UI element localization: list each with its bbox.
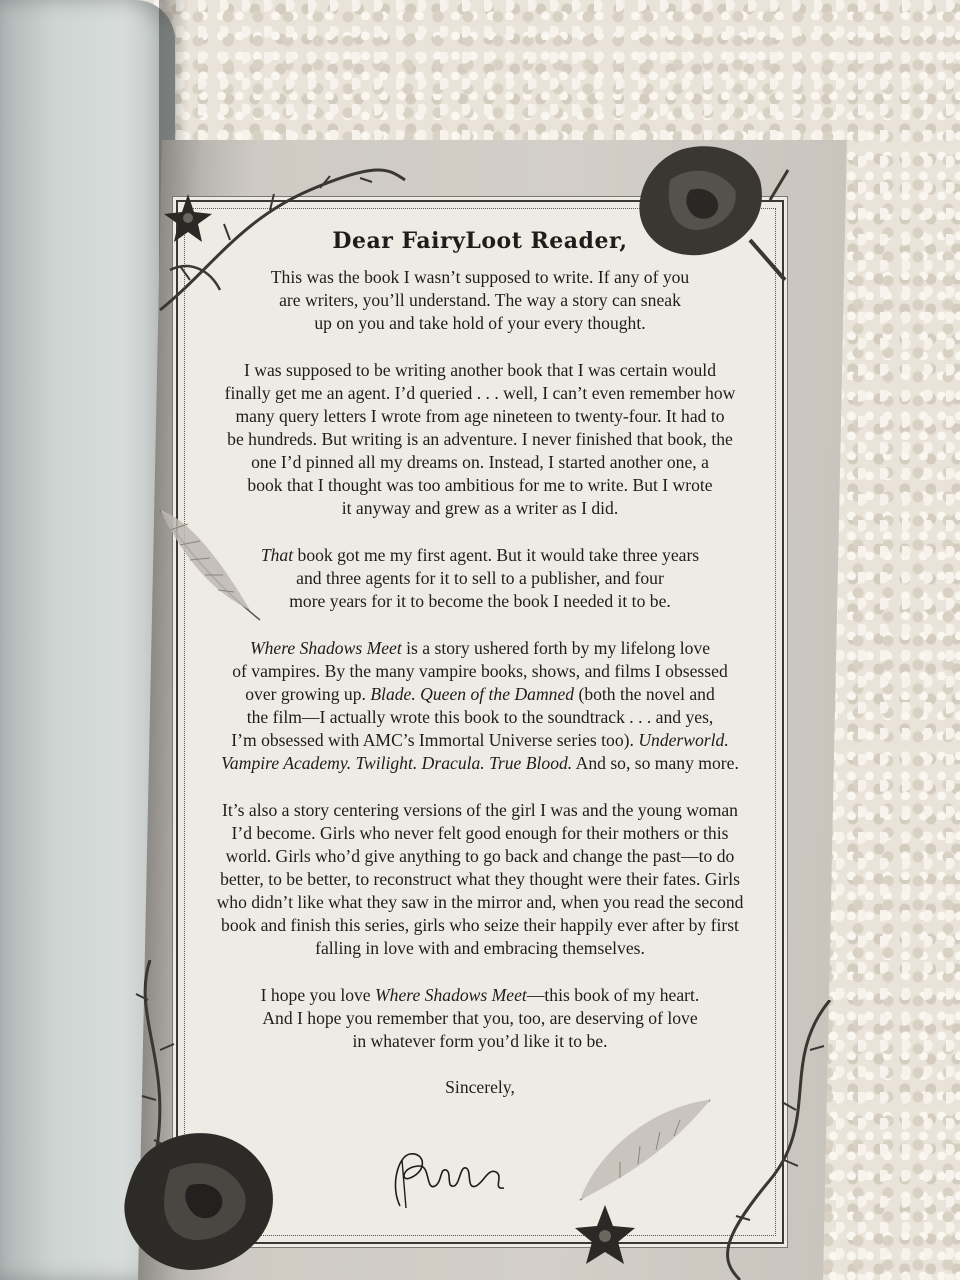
signoff: Sincerely, bbox=[445, 1077, 515, 1097]
letter-body bbox=[190, 228, 770, 1098]
paragraph-line: It’s also a story centering versions of the girl I was and the young woman bbox=[222, 800, 738, 820]
paragraph-line bbox=[190, 683, 770, 706]
plain-text: (both the novel and bbox=[574, 684, 715, 704]
paragraph-line: And I hope you remember that you, too, are deserving of love bbox=[262, 1008, 698, 1028]
paragraph-line bbox=[190, 984, 770, 1007]
paragraph-line: in whatever form you’d like it to be. bbox=[352, 1031, 608, 1051]
paragraph-3 bbox=[190, 544, 770, 613]
signature-mark bbox=[380, 1146, 520, 1216]
letter-heading: Dear FairyLoot Reader, bbox=[332, 228, 628, 254]
paragraph-line bbox=[190, 637, 770, 660]
paragraph-line: book that I thought was too ambitious for me to write. But I wrote bbox=[247, 475, 713, 495]
paragraph-line: falling in love with and embracing themselves. bbox=[315, 938, 645, 958]
plain-text: —this book of my heart. bbox=[526, 985, 700, 1005]
rose-icon bbox=[110, 1090, 310, 1280]
paragraph-line: up on you and take hold of your every thought. bbox=[314, 313, 646, 333]
plain-text: book got me my first agent. But it would take three years bbox=[293, 545, 700, 565]
paragraph-line: of vampires. By the many vampire books, shows, and films I obsessed bbox=[232, 661, 728, 681]
paragraph-line: are writers, you’ll understand. The way a story can sneak bbox=[279, 290, 681, 310]
paragraph-line: world. Girls who’d give anything to go back and change the past—to do bbox=[225, 846, 735, 866]
plain-text: I hope you love bbox=[260, 985, 376, 1005]
paragraph-line bbox=[190, 752, 770, 775]
paragraph-line: many query letters I wrote from age nineteen to twenty-four. It had to bbox=[235, 406, 725, 426]
italic-text: Where Shadows Meet bbox=[375, 985, 527, 1005]
paragraph-line: who didn’t like what they saw in the mirror and, when you read the second bbox=[216, 892, 744, 912]
italic-text: Blade. Queen of the Damned bbox=[370, 684, 575, 704]
paragraph-line: I was supposed to be writing another book that I was certain would bbox=[244, 360, 716, 380]
paragraph-line: one I’d pinned all my dreams on. Instead, I started another one, a bbox=[251, 452, 709, 472]
feather-icon bbox=[560, 1090, 720, 1210]
paragraph-6 bbox=[190, 984, 770, 1053]
paragraph-5 bbox=[190, 799, 770, 960]
italic-text: Where Shadows Meet bbox=[249, 638, 402, 658]
paragraph-line: book and finish this series, girls who seize their happily ever after by first bbox=[221, 915, 739, 935]
paragraph-line: the film—I actually wrote this book to the soundtrack . . . and yes, bbox=[246, 707, 714, 727]
plain-text: I’m obsessed with AMC’s Immortal Universe series too). bbox=[231, 730, 639, 750]
plain-text: And so, so many more. bbox=[572, 753, 739, 773]
paragraph-line: I’d become. Girls who never felt good enough for their mothers or this bbox=[231, 823, 729, 843]
paragraph-line bbox=[190, 729, 770, 752]
paragraph-line: be hundreds. But writing is an adventure. I never finished that book, the bbox=[227, 429, 733, 449]
paragraph-line: finally get me an agent. I’d queried . . . well, I can’t even remember how bbox=[224, 383, 736, 403]
paragraph-line: This was the book I wasn’t supposed to write. If any of you bbox=[270, 267, 690, 287]
paragraph-line: better, to be better, to reconstruct what they thought were their fates. Girls bbox=[220, 869, 740, 889]
small-flower-icon bbox=[570, 1200, 640, 1270]
paragraph-line: more years for it to become the book I needed it to be. bbox=[289, 591, 671, 611]
paragraph-line: and three agents for it to sell to a publisher, and four bbox=[296, 568, 664, 588]
paragraph-line: it anyway and grew as a writer as I did. bbox=[341, 498, 619, 518]
paragraph-2 bbox=[190, 359, 770, 520]
italic-text: That bbox=[260, 545, 294, 565]
paragraph-1 bbox=[190, 266, 770, 335]
paragraph-line bbox=[190, 544, 770, 567]
italic-text: Underworld. bbox=[638, 730, 729, 750]
plain-text: over growing up. bbox=[245, 684, 371, 704]
italic-text: Vampire Academy. Twilight. Dracula. True Blood. bbox=[221, 753, 573, 773]
plain-text: is a story ushered forth by my lifelong love bbox=[401, 638, 711, 658]
paragraph-4 bbox=[190, 637, 770, 775]
